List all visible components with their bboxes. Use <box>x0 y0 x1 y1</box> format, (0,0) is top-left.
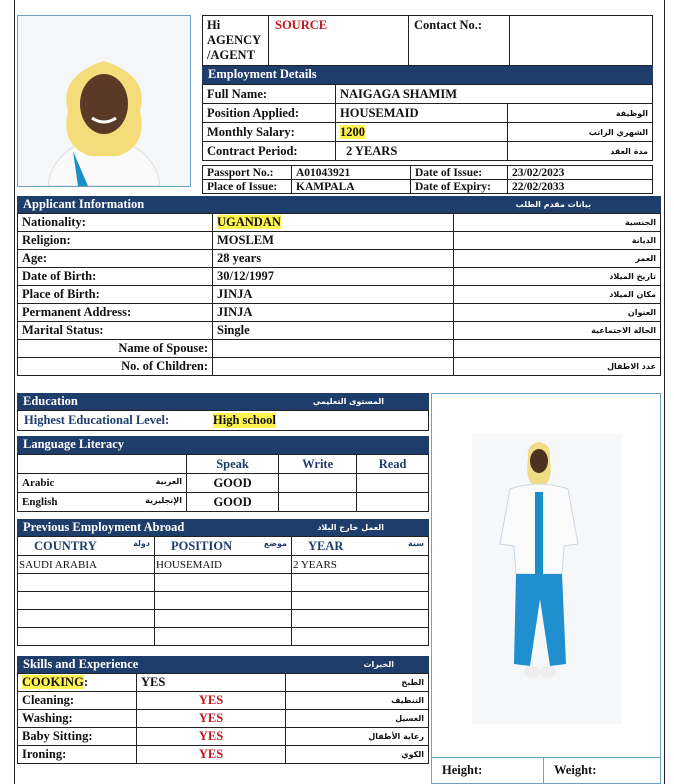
salary-label: Monthly Salary: <box>203 123 336 142</box>
applicant-value-cell <box>213 232 454 250</box>
full-name-value: NAIGAGA SHAMIM <box>336 85 653 104</box>
applicant-value: JINJA <box>217 287 253 301</box>
skill-label-ar: التنظيف <box>286 692 429 710</box>
full-body-photo <box>432 434 660 734</box>
skill-label-cell <box>18 728 137 746</box>
applicant-row <box>18 322 661 340</box>
applicant-value-cell <box>213 250 454 268</box>
applicant-label-ar: الحالة الاجتماعية <box>454 322 661 340</box>
previous-year <box>292 574 429 592</box>
skill-value: YES <box>137 710 286 728</box>
applicant-title-ar: بيانات مقدم الطلب <box>515 200 591 209</box>
skill-label: COOKING <box>22 675 84 689</box>
skill-label-cell <box>18 692 137 710</box>
education-title-ar: المستوى التعليمي <box>312 397 384 406</box>
applicant-value-cell <box>213 304 454 322</box>
applicant-value: 28 years <box>217 251 262 265</box>
language-name: Arabic <box>22 477 55 489</box>
language-name-ar: العربية <box>155 477 182 486</box>
applicant-value: Single <box>217 323 250 337</box>
language-speak: GOOD <box>187 493 279 512</box>
applicant-label-ar: العنوان <box>454 304 661 322</box>
language-speak: GOOD <box>187 474 279 493</box>
applicant-row <box>18 340 661 358</box>
applicant-label: Place of Birth: <box>18 286 213 304</box>
source-label: SOURCE <box>275 18 328 32</box>
language-write <box>279 493 357 512</box>
previous-year <box>292 610 429 628</box>
previous-col-header-en: YEAR <box>308 538 344 553</box>
contract-value: 2 YEARS <box>336 142 508 161</box>
applicant-label-ar: عدد الاطفال <box>454 358 661 376</box>
salary-row <box>203 123 653 142</box>
applicant-label: No. of Children: <box>18 358 213 376</box>
page-border-right <box>664 0 665 784</box>
place-of-issue-value: KAMPALA <box>292 180 411 194</box>
skill-label: Ironing: <box>22 747 67 761</box>
language-name: English <box>22 496 58 508</box>
passport-no-label: Passport No.: <box>203 166 292 180</box>
skill-label-ar: الكوي <box>286 746 429 764</box>
applicant-label: Name of Spouse: <box>18 340 213 358</box>
applicant-label: Religion: <box>18 232 213 250</box>
expiry-date-value: 22/02/2033 <box>508 180 653 194</box>
previous-position <box>155 628 292 646</box>
education-level-label: Highest Educational Level: <box>24 413 170 427</box>
full-name-row <box>203 85 653 104</box>
applicant-row <box>18 304 661 322</box>
education-header <box>17 393 429 410</box>
previous-position <box>155 610 292 628</box>
language-row <box>18 474 429 493</box>
applicant-label: Date of Birth: <box>18 268 213 286</box>
agency-label: AGENCY <box>207 33 262 47</box>
applicant-value-cell <box>213 286 454 304</box>
language-header-row <box>18 455 429 474</box>
position-ar: الوظيفة <box>508 104 653 123</box>
previous-col-header-ar: موضع <box>263 538 287 548</box>
skill-label-ar: رعاية الأطفال <box>286 728 429 746</box>
applicant-label-ar <box>454 340 661 358</box>
previous-header-row <box>18 537 429 556</box>
previous-country: SAUDI ARABIA <box>18 556 155 574</box>
contract-row <box>203 142 653 161</box>
applicant-label-ar: الديانة <box>454 232 661 250</box>
skills-row <box>18 692 429 710</box>
applicant-value-cell <box>213 268 454 286</box>
previous-row <box>18 610 429 628</box>
header-table <box>202 15 653 66</box>
skill-label-cell: COOKING: <box>18 674 137 692</box>
agent-label: /AGENT <box>207 48 255 62</box>
previous-row <box>18 556 429 574</box>
applicant-label-ar: مكان الميلاد <box>454 286 661 304</box>
applicant-row <box>18 214 661 232</box>
applicant-label-ar: العمر <box>454 250 661 268</box>
issue-date-value: 23/02/2023 <box>508 166 653 180</box>
issue-date-label: Date of Issue: <box>411 166 508 180</box>
skills-header <box>17 656 429 673</box>
skill-label-cell <box>18 746 137 764</box>
skill-value: YES <box>137 674 286 692</box>
expiry-date-label: Date of Expiry: <box>411 180 508 194</box>
applicant-title: Applicant Information <box>23 197 145 211</box>
language-col-header: Read <box>357 455 429 474</box>
previous-row <box>18 628 429 646</box>
language-name-cell <box>18 493 187 512</box>
place-of-issue-label: Place of Issue: <box>203 180 292 194</box>
applicant-label: Nationality: <box>18 214 213 232</box>
skill-label-ar: الغسيل <box>286 710 429 728</box>
previous-country <box>18 592 155 610</box>
previous-title: Previous Employment Abroad <box>23 520 185 534</box>
weight-label: Weight: <box>554 763 597 777</box>
previous-year <box>292 592 429 610</box>
page-border-left <box>14 0 15 784</box>
education-level-value: High school <box>213 413 276 427</box>
applicant-value-cell <box>213 322 454 340</box>
applicant-row <box>18 286 661 304</box>
employment-header: Employment Details <box>202 66 653 84</box>
previous-col-header <box>18 537 155 556</box>
applicant-row <box>18 268 661 286</box>
language-name-cell <box>18 474 187 493</box>
previous-country <box>18 574 155 592</box>
previous-table <box>17 536 429 646</box>
applicant-row <box>18 232 661 250</box>
contract-label: Contract Period: <box>203 142 336 161</box>
applicant-table <box>17 213 661 376</box>
full-name-label: Full Name: <box>203 85 336 104</box>
passport-no-value: A01043921 <box>292 166 411 180</box>
skill-label: Baby Sitting: <box>22 729 93 743</box>
language-col-header: Write <box>279 455 357 474</box>
position-value: HOUSEMAID <box>336 104 508 123</box>
applicant-label: Permanent Address: <box>18 304 213 322</box>
previous-row <box>18 592 429 610</box>
contract-ar: مدة العقد <box>508 142 653 161</box>
passport-table <box>202 165 653 194</box>
skill-value: YES <box>137 728 286 746</box>
employment-table <box>202 84 653 161</box>
previous-title-ar: العمل خارج البلاد <box>317 523 384 532</box>
previous-country <box>18 610 155 628</box>
position-label: Position Applied: <box>203 104 336 123</box>
language-read <box>357 474 429 493</box>
language-name-ar: الإنجليزية <box>145 496 182 505</box>
previous-year <box>292 628 429 646</box>
previous-col-header-ar: دولة <box>133 538 150 548</box>
skills-row <box>18 674 429 692</box>
skills-title: Skills and Experience <box>23 657 139 671</box>
applicant-row <box>18 358 661 376</box>
education-title: Education <box>23 394 78 408</box>
measure-divider-h <box>432 757 660 758</box>
agency-cell <box>203 16 269 65</box>
skill-value: YES <box>137 746 286 764</box>
measure-divider-v <box>543 757 544 783</box>
applicant-label: Marital Status: <box>18 322 213 340</box>
previous-col-header <box>292 537 429 556</box>
language-col-header: Speak <box>187 455 279 474</box>
skills-table <box>17 673 429 764</box>
previous-position: HOUSEMAID <box>155 556 292 574</box>
applicant-value-cell <box>213 214 454 232</box>
applicant-header <box>17 196 661 213</box>
applicant-value-cell <box>213 358 454 376</box>
language-corner <box>18 455 187 474</box>
previous-col-header-ar: سنة <box>408 538 424 548</box>
language-write <box>279 474 357 493</box>
applicant-value: 30/12/1997 <box>217 269 274 283</box>
skill-label-cell <box>18 710 137 728</box>
previous-col-header <box>155 537 292 556</box>
skills-title-ar: الخبرات <box>363 660 394 669</box>
skills-row <box>18 728 429 746</box>
applicant-row <box>18 250 661 268</box>
height-label: Height: <box>442 763 483 777</box>
skills-row <box>18 710 429 728</box>
applicant-label-ar: تاريخ الميلاد <box>454 268 661 286</box>
language-table <box>17 454 429 512</box>
applicant-value: JINJA <box>217 305 253 319</box>
previous-position <box>155 574 292 592</box>
previous-col-header-en: POSITION <box>171 538 233 553</box>
previous-position <box>155 592 292 610</box>
previous-year: 2 YEARS <box>292 556 429 574</box>
language-row <box>18 493 429 512</box>
applicant-value: UGANDAN <box>217 215 281 229</box>
applicant-value: MOSLEM <box>217 233 274 247</box>
previous-row <box>18 574 429 592</box>
education-row <box>17 410 429 431</box>
contact-cell-divider <box>509 16 510 65</box>
language-read <box>357 493 429 512</box>
previous-header <box>17 519 429 536</box>
applicant-value-cell <box>213 340 454 358</box>
skill-value: YES <box>137 692 286 710</box>
previous-country <box>18 628 155 646</box>
salary-value: 1200 <box>340 124 365 139</box>
skill-label-ar: الطبخ <box>286 674 429 692</box>
position-row <box>203 104 653 123</box>
salutation: Hi <box>207 18 221 32</box>
applicant-label-ar: الجنسية <box>454 214 661 232</box>
contact-label: Contact No.: <box>414 18 483 32</box>
language-header: Language Literacy <box>17 436 429 454</box>
headshot-photo <box>17 15 191 187</box>
salary-ar: الشهري الراتب <box>508 123 653 142</box>
skills-row <box>18 746 429 764</box>
source-cell-divider <box>408 16 409 65</box>
full-body-photo-frame <box>431 393 661 784</box>
skill-label: Washing: <box>22 711 73 725</box>
skill-label: Cleaning: <box>22 693 75 707</box>
previous-col-header-en: COUNTRY <box>34 538 97 553</box>
applicant-label: Age: <box>18 250 213 268</box>
